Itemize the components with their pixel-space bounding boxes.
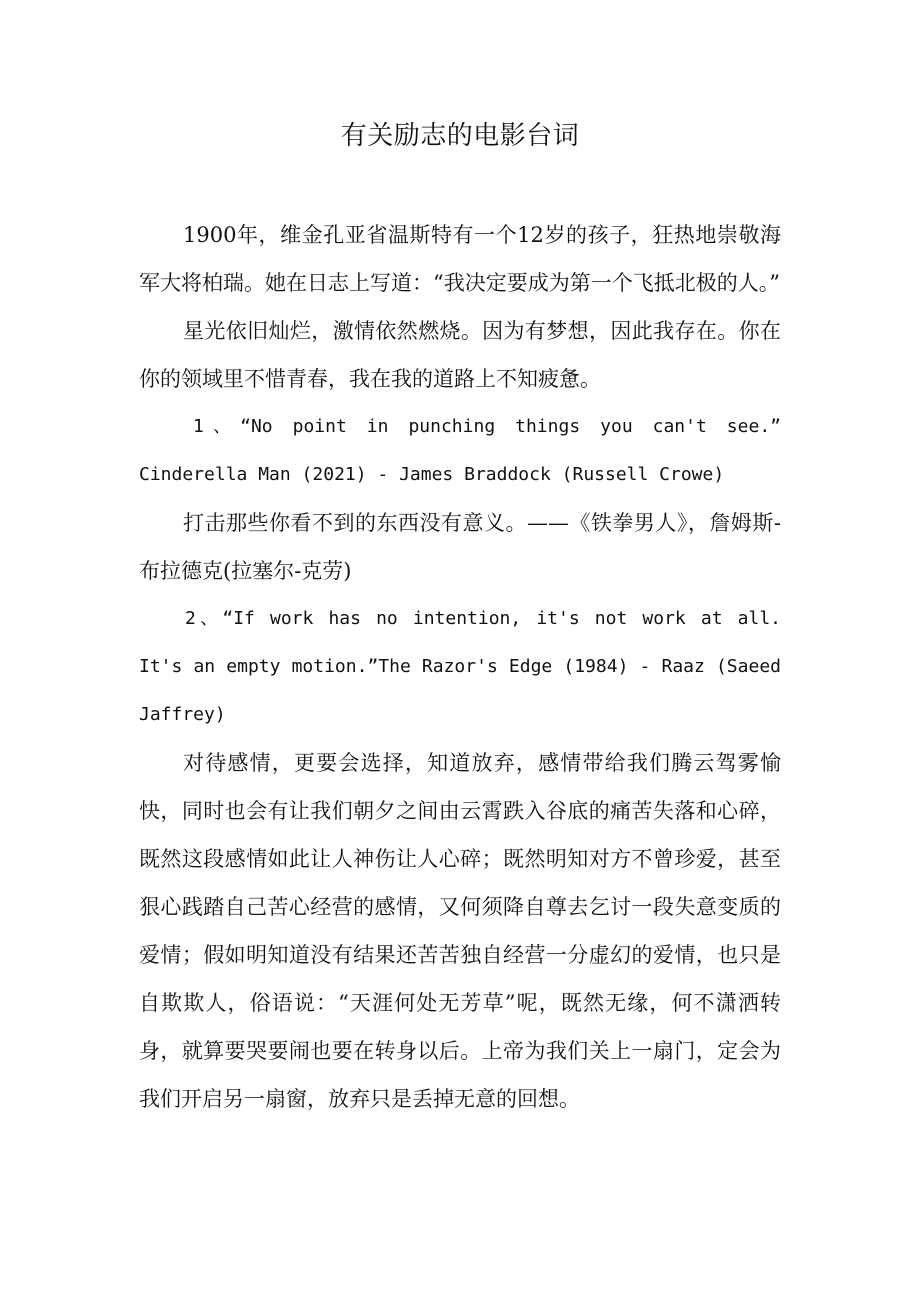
paragraph-emotion: 对待感情，更要会选择，知道放弃，感情带给我们腾云驾雾愉快，同时也会有让我们朝夕之间由云霄跌入谷底的痛苦失落和心碎，既然这段感情如此让人神伤让人心碎；既然明知对方不曾珍爱，甚至狠心践踏自己苦心经营的感情，又何须降自尊去乞讨一段失意变质的爱情；假如明知道没有结果还苦苦独自经营一分虚幻的爱情，也只是自欺欺人，俗语说：“天涯何处无芳草”呢，既然无缘，何不潇洒转身，就算要哭要闹也要在转身以后。上帝为我们关上一扇门，定会为我们开启另一扇窗，放弃只是丢掉无意的回想。 [139,751,781,1111]
quote-2-english: 2、“If work has no intention, it's not work at all. It's an empty motion.”The Razor's Edge (1984) - Raaz (Saeed Jaffrey) [139,608,781,725]
document-body [139,211,781,1123]
paragraph-dream: 星光依旧灿烂，激情依然燃烧。因为有梦想，因此我存在。你在你的领域里不惜青春，我在我的道路上不知疲惫。 [139,319,781,391]
paragraph-1900-story: 1900年，维金孔亚省温斯特有一个12岁的孩子，狂热地崇敬海军大将柏瑞。她在日志上写道：“我决定要成为第一个飞抵北极的人。” [139,223,781,295]
document-title: 有关励志的电影台词 [340,121,580,151]
quote-1-english: 1、“No point in punching things you can't see.” Cinderella Man (2021) - James Braddock (Russell Crowe) [139,416,781,485]
quote-1-chinese: 打击那些你看不到的东西没有意义。——《铁拳男人》，詹姆斯-布拉德克(拉塞尔-克劳) [139,511,781,583]
